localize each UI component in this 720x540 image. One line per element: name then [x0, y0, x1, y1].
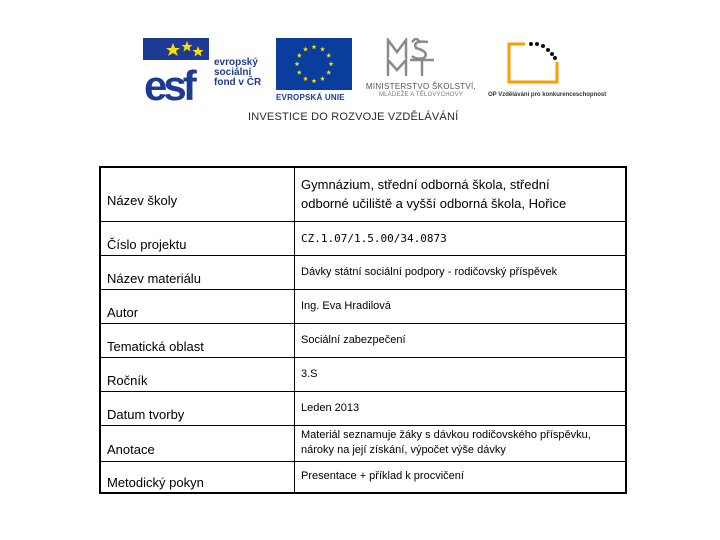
investice-slogan: INVESTICE DO ROZVOJE VZDĚLÁVÁNÍ [248, 111, 459, 123]
row-value [295, 425, 627, 461]
eu-flag-icon [276, 38, 352, 90]
row-value: Dávky státní sociální podpory - rodičovský příspěvek [295, 255, 627, 289]
msmt-line2: MLÁDEŽE A TĚLOVÝCHOVY [378, 92, 464, 98]
row-label: Anotace [100, 425, 295, 461]
msmt-mark-icon [386, 38, 436, 78]
op-mark-icon [505, 40, 561, 86]
row-label: Autor [100, 289, 295, 323]
esf-logo [143, 38, 270, 104]
esf-line2: sociální [214, 67, 252, 78]
table-row [100, 255, 626, 289]
row-label: Název materiálu [100, 255, 295, 289]
table-row [100, 221, 626, 255]
esf-mark-icon [143, 38, 209, 104]
value-line: odborné učiliště a vyšší odborná škola, Hořice [301, 196, 567, 212]
msmt-logo [356, 38, 486, 104]
table-row [100, 391, 626, 425]
value-line: Materiál seznamuje žáky s dávkou rodičovského příspěvku, [301, 429, 591, 441]
esf-line3: fond v ČR [214, 77, 262, 88]
table-row [100, 357, 626, 391]
table-row [100, 289, 626, 323]
row-value: CZ.1.07/1.5.00/34.0873 [295, 221, 627, 255]
eu-label: EVROPSKÁ UNIE [276, 93, 345, 102]
row-value: 3.S [295, 357, 627, 391]
row-label: Datum tvorby [100, 391, 295, 425]
op-label: OP Vzdělávání pro konkurenceschopnost [488, 92, 607, 98]
value-line: nároky na její získání, výpočet výše dávky [301, 444, 506, 456]
row-value [295, 167, 627, 221]
row-value: Ing. Eva Hradilová [295, 289, 627, 323]
project-info-table [99, 166, 627, 494]
svg-text:esf: esf [144, 62, 193, 104]
row-value: Sociální zabezpečení [295, 323, 627, 357]
table-row [100, 167, 626, 221]
table-row [100, 323, 626, 357]
row-label: Číslo projektu [100, 221, 295, 255]
row-value: Presentace + příklad k procvičení [295, 461, 627, 493]
row-label: Metodický pokyn [100, 461, 295, 493]
row-label: Název školy [100, 167, 295, 221]
logo-banner [0, 0, 720, 135]
eu-logo [276, 38, 352, 104]
value-line: Gymnázium, střední odborná škola, střední [301, 177, 550, 193]
table-row [100, 425, 626, 461]
table-row [100, 461, 626, 493]
op-logo [488, 38, 607, 104]
esf-line1: evropský [214, 57, 258, 68]
row-label: Tematická oblast [100, 323, 295, 357]
row-label: Ročník [100, 357, 295, 391]
msmt-line1: MINISTERSTVO ŠKOLSTVÍ, [365, 82, 477, 91]
row-value: Leden 2013 [295, 391, 627, 425]
